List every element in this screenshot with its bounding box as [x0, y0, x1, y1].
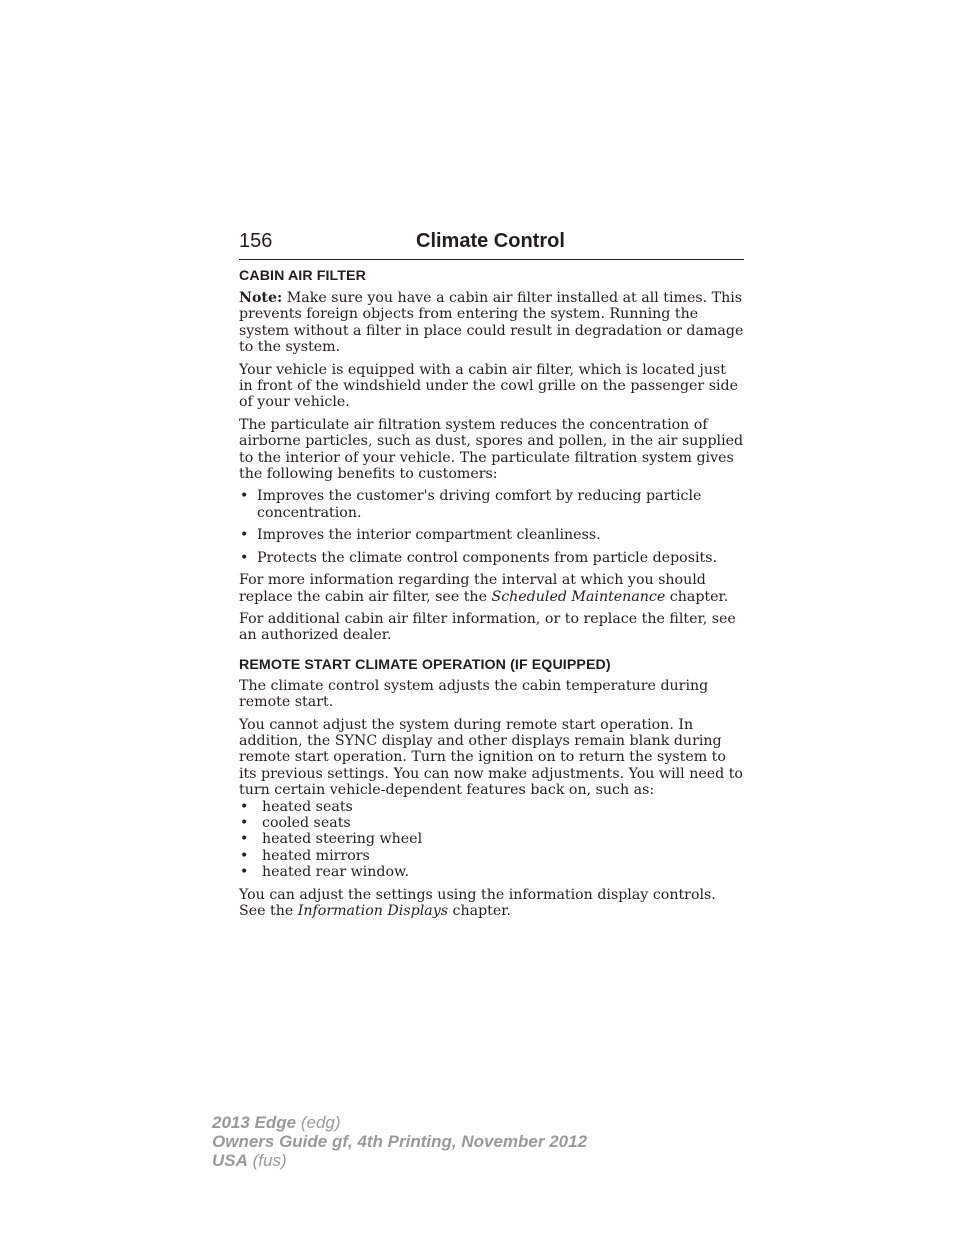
information-display-paragraph: You can adjust the settings using the information display controls. See the Information Displays chapter. [239, 886, 716, 919]
list-item: • Protects the climate control components from particle deposits. [239, 550, 744, 566]
footer-model-line: 2013 Edge (edg) [212, 1113, 341, 1132]
page-content [239, 267, 744, 925]
maintenance-reference-paragraph: For more information regarding the interval at which you should replace the cabin air filter, see the Scheduled Maintenance chapter. [239, 572, 729, 605]
list-item: • heated rear window. [239, 864, 744, 880]
footer-region-line: USA (fus) [212, 1151, 287, 1170]
page-number: 156 [239, 230, 273, 252]
benefits-list [239, 488, 744, 566]
page-footer [212, 1113, 587, 1170]
features-list [239, 799, 744, 881]
list-item: • Improves the customer's driving comfort by reducing particle concentration. [239, 488, 744, 521]
list-item: • Improves the interior compartment cleanliness. [239, 527, 744, 543]
page-header [239, 229, 744, 260]
note-text: Make sure you have a cabin air filter installed at all times. This prevents foreign objects from entering the system. Running the system without a filter in place could result in degradation or damage to the system. [239, 290, 744, 356]
cabin-filter-location-paragraph: Your vehicle is equipped with a cabin air filter, which is located just in front of the windshield under the cowl grille on the passenger side of your vehicle. [239, 361, 739, 411]
list-item: • heated steering wheel [239, 831, 744, 847]
chapter-title: Climate Control [416, 230, 565, 252]
remote-start-details-paragraph: You cannot adjust the system during remote start operation. In addition, the SYNC display and other displays remain blank during remote start operation. Turn the ignition on to return the system to its previous settings. You can now make adjustments. You will need to turn certain vehicle-dependent features back on, such as: [239, 716, 743, 799]
list-item: • cooled seats [239, 815, 744, 831]
section-heading-remote-start: REMOTE START CLIMATE OPERATION (IF EQUIPPED) [239, 656, 611, 673]
note-label: Note: [239, 290, 283, 306]
list-item: • heated seats [239, 799, 744, 815]
list-item: • heated mirrors [239, 848, 744, 864]
filtration-system-paragraph: The particulate air filtration system reduces the concentration of airborne particles, such as dust, spores and pollen, in the air supplied to the interior of your vehicle. The particulate filtration system gives the following benefits to customers: [239, 416, 744, 483]
note-paragraph [239, 290, 744, 356]
scheduled-maintenance-reference: Scheduled Maintenance [491, 588, 666, 605]
information-displays-reference: Information Displays [297, 903, 449, 919]
section-heading-cabin-air-filter: CABIN AIR FILTER [239, 268, 366, 284]
footer-printing-line: Owners Guide gf, 4th Printing, November 2012 [212, 1132, 588, 1151]
dealer-paragraph: For additional cabin air filter information, or to replace the filter, see an authorized dealer. [239, 610, 736, 644]
remote-start-intro-paragraph: The climate control system adjusts the cabin temperature during remote start. [239, 677, 709, 711]
